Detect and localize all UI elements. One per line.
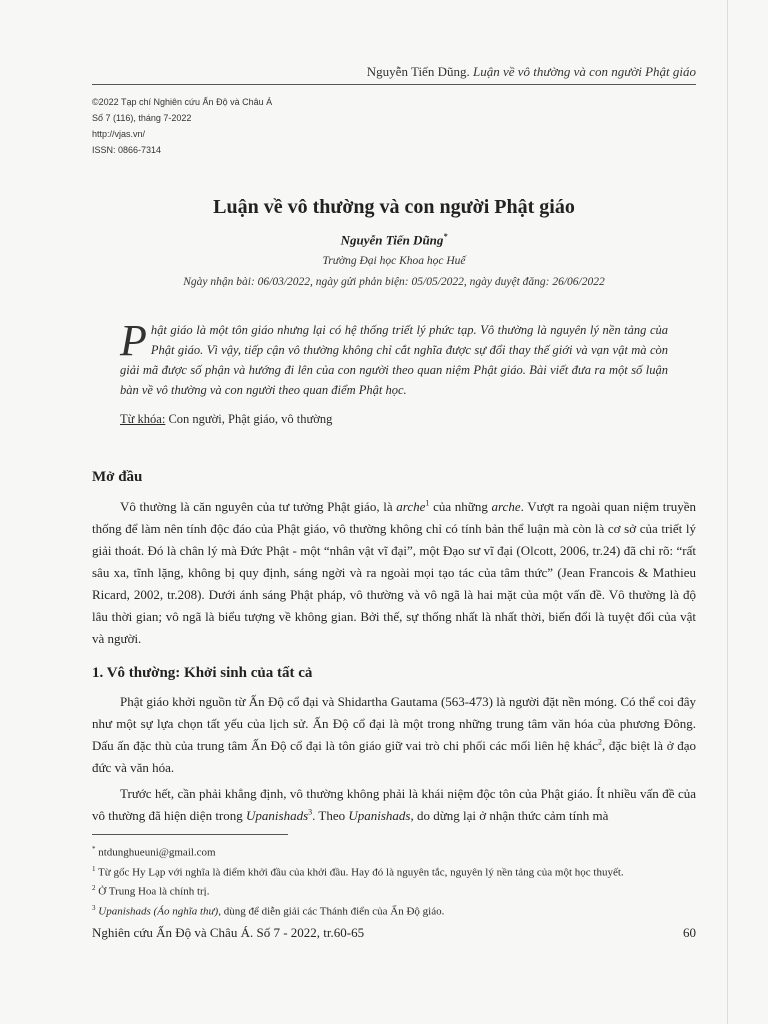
page-number: 60 bbox=[683, 925, 696, 940]
footnote-2: $^2$ Ở Trung Hoa là chính trị. bbox=[92, 884, 210, 898]
section-heading-intro: Mở đầu bbox=[92, 469, 143, 485]
author-name: Nguyễn Tiến Dũng bbox=[340, 232, 444, 248]
footnote-email: * ntdunghueuni@gmail.com bbox=[92, 845, 216, 859]
journal-meta bbox=[92, 94, 392, 158]
meta-issn: ISSN: 0866-7314 bbox=[92, 145, 162, 155]
section1-paragraph-1 bbox=[92, 691, 696, 779]
footnote-ref-3[interactable]: 3 bbox=[308, 807, 313, 817]
intro-text-a: Vô thường là căn nguyên của tư tưởng Phật giáo, là bbox=[120, 499, 397, 514]
footer-journal: Nghiên cứu Ấn Độ và Châu Á. Số 7 - 2022, tr.60-65 bbox=[92, 925, 365, 940]
keywords-text: Con người, Phật giáo, vô thường bbox=[165, 412, 333, 426]
author-byline bbox=[92, 232, 696, 248]
scan-edge bbox=[727, 0, 728, 1024]
intro-text-b: của những bbox=[429, 499, 492, 514]
s1p2-upanishads-2: Upanishads bbox=[348, 808, 411, 823]
s1p2-text-b: . Theo bbox=[312, 808, 349, 823]
author-mark: * bbox=[443, 232, 448, 241]
article-title: Luận về vô thường và con người Phật giáo bbox=[213, 196, 575, 218]
running-head-title: Luận về vô thường và con người Phật giáo bbox=[472, 64, 696, 79]
s1p2-text-a: Trước hết, cần phải khẳng định, vô thường không phải là khái niệm độc tôn của Phật giáo. Ít nhiều vấn đề của vô thường đã hiện diện trong bbox=[92, 786, 696, 823]
footnotes bbox=[92, 841, 696, 920]
meta-issue: Số 7 (116), tháng 7-2022 bbox=[92, 113, 192, 123]
keywords bbox=[120, 412, 668, 427]
footnote-ref-1[interactable]: 1 bbox=[425, 498, 430, 508]
meta-url[interactable]: http://vjas.vn/ bbox=[92, 129, 146, 139]
section-heading-1: 1. Vô thường: Khởi sinh của tất cả bbox=[92, 665, 313, 681]
meta-copyright: ©2022 Tạp chí Nghiên cứu Ấn Độ và Châu Á bbox=[92, 97, 273, 107]
intro-arche: arche bbox=[396, 499, 426, 514]
abstract bbox=[120, 316, 668, 400]
s1p1-text-a: Phật giáo khởi nguồn từ Ấn Độ cổ đại và Shidartha Gautama (563-473) là người đặt nền móng. Có thể coi đây như một sự lựa chọn tất yếu của lịch sử. Ấn Độ cổ đại là một trong những trung tâm văn hóa của phương Đông. Dấu ấn đặc thù của trung tâm Ấn Độ cổ đại là tôn giáo giữ vai trò chi phối các mối liên hệ khác bbox=[92, 694, 696, 753]
footnote-ref-2[interactable]: 2 bbox=[597, 737, 602, 747]
intro-arche-2: arche bbox=[491, 499, 521, 514]
keywords-label: Từ khóa: bbox=[120, 412, 166, 426]
intro-text-c: . Vượt ra ngoài quan niệm truyền thống để làm nên tính độc đáo của Phật giáo, vô thường không chỉ có tính bản thể luận mà còn là cơ sở của triết lý giải thoát. Đó là chân lý mà Đức Phật - một “nhân vật vĩ đại”, một Đạo sư vĩ đại (Olcott, 2006, tr.24) đã chỉ rõ: “rất sâu xa, tĩnh lặng, không bị quy định, sáng ngời và ra ngoài mọi tạo tác của tâm thức” (Jean Francois & Mathieu Ricard, 2002, tr.208). Dưới ánh sáng Phật pháp, vô thường và vô ngã là hai mặt của một vấn đề. Vô thường là độ lâu thời gian; vô ngã là biểu tượng về không gian. Bởi thế, sự thống nhất là nhất thời, biến đổi là tuyệt đối của vật và người. bbox=[92, 499, 696, 646]
intro-paragraph bbox=[92, 496, 696, 650]
abstract-dropcap: P bbox=[120, 316, 147, 365]
abstract-text: hật giáo là một tôn giáo nhưng lại có hệ thống triết lý phức tạp. Vô thường là nguyên lý nền tảng của Phật giáo. Vì vậy, tiếp cận vô thường không chỉ cắt nghĩa được sự đổi thay thế giới và vạn vật mà còn giải mã được số phận và hướng đi lên của con người theo quan niệm Phật giáo. Bài viết đưa ra một số luận bàn về vô thường và con người theo quan điểm Phật học. bbox=[120, 323, 668, 397]
footnote-3: $^3$ Upanishads (Áo nghĩa thư), dùng để diễn giải các Thánh điển của Ấn Độ giáo. bbox=[92, 903, 445, 918]
author-affiliation: Trường Đại học Khoa học Huế bbox=[322, 255, 466, 267]
s1p2-upanishads: Upanishads bbox=[246, 808, 309, 823]
page-footer bbox=[92, 925, 696, 941]
running-head bbox=[92, 64, 696, 80]
s1p1-text-b: , đặc biệt là ở đạo đức và văn hóa. bbox=[92, 738, 696, 775]
article-dates: Ngày nhận bài: 06/03/2022, ngày gửi phản biện: 05/05/2022, ngày duyệt đăng: 26/06/2022 bbox=[183, 276, 605, 288]
footnote-rule bbox=[92, 834, 288, 835]
footnote-1: $^1$ Từ gốc Hy Lạp với nghĩa là điểm khởi đầu của khởi đầu. Hay đó là nguyên tắc, nguyên lý nền tảng của một học thuyết. bbox=[92, 864, 624, 879]
s1p2-text-c: , do dừng lại ở nhận thức cảm tính mà bbox=[410, 808, 609, 823]
header-rule bbox=[92, 84, 696, 85]
running-head-author: Nguyễn Tiến Dũng. bbox=[366, 64, 470, 79]
section1-paragraph-2 bbox=[92, 783, 696, 827]
